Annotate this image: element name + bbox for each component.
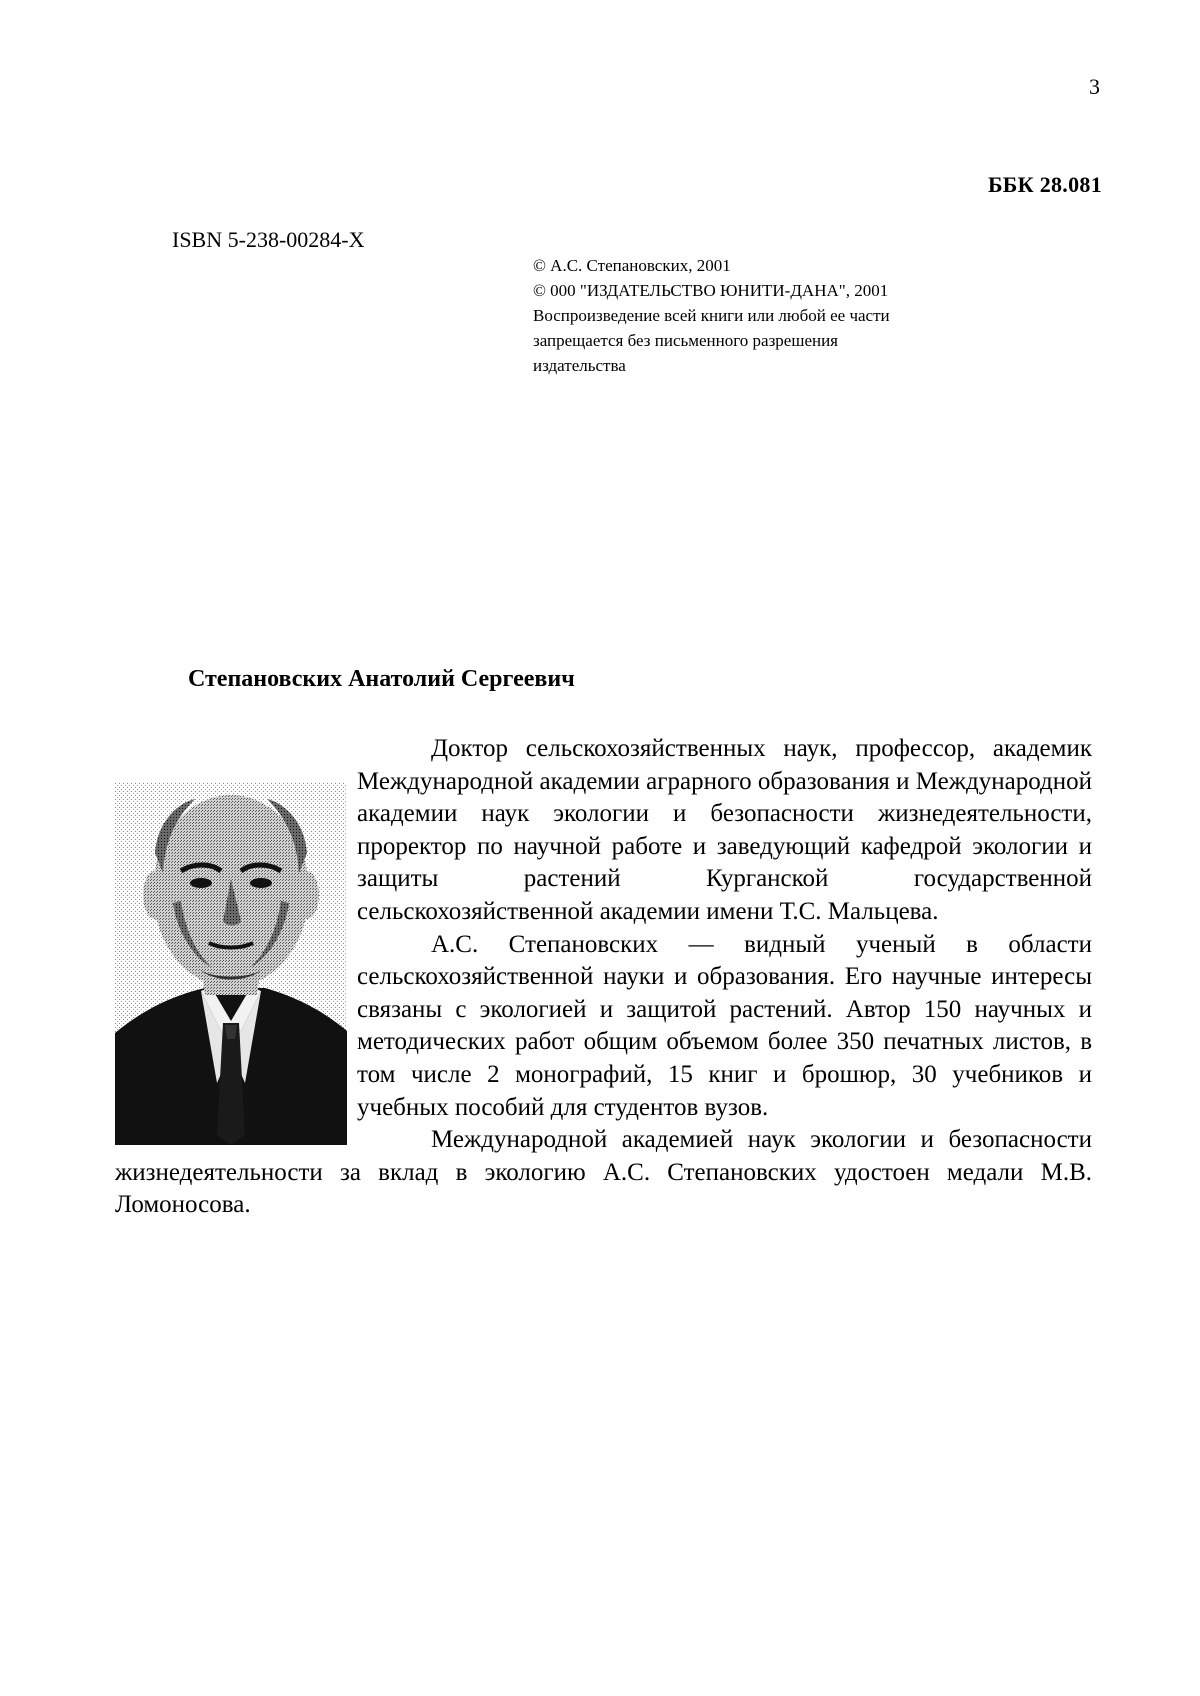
page-number: 3 bbox=[1089, 74, 1100, 99]
biography-paragraph: Доктор сельскохозяйственных наук, профессор, академик Международной академии аграрного образования и Международной академии наук экологии и безопасности жизнедеятельности, проректор по научной работе и заведующий кафедрой экологии и защиты растений Курганской государственной сельскохозяйственной академии имени Т.С. Мальцева. bbox=[357, 735, 1092, 925]
copyright-line: Воспроизведение всей книги или любой ее части bbox=[533, 306, 890, 325]
copyright-block bbox=[533, 253, 993, 378]
author-portrait-photo bbox=[115, 783, 347, 1145]
isbn: ISBN 5-238-00284-X bbox=[172, 227, 365, 252]
copyright-line: запрещается без письменного разрешения bbox=[533, 331, 839, 350]
bbk-code: ББК 28.081 bbox=[987, 172, 1102, 197]
biography-text bbox=[115, 733, 1092, 1222]
biography-paragraph: А.С. Степановских — видный ученый в области сельскохозяйственной науки и образования. Его научные интересы связаны с экологией и защитой растений. Автор 150 научных и методических работ общим объемом более 350 печатных листов, в том числе 2 монографий, 15 книг и брошюр, 30 учебников и учебных пособий для студентов вузов. bbox=[357, 930, 1092, 1121]
copyright-line: © А.С. Степановских, 2001 bbox=[533, 256, 731, 275]
copyright-line: © 000 "ИЗДАТЕЛЬСТВО ЮНИТИ-ДАНА", 2001 bbox=[533, 281, 889, 300]
copyright-line: издательства bbox=[533, 356, 626, 375]
author-name: Степановских Анатолий Сергеевич bbox=[188, 666, 575, 692]
biography-paragraph: Международной академией наук экологии и безопасности жизнедеятельности за вклад в экологию А.С. Степановских удостоен медали М.В. Ломоносова. bbox=[115, 1126, 1092, 1219]
